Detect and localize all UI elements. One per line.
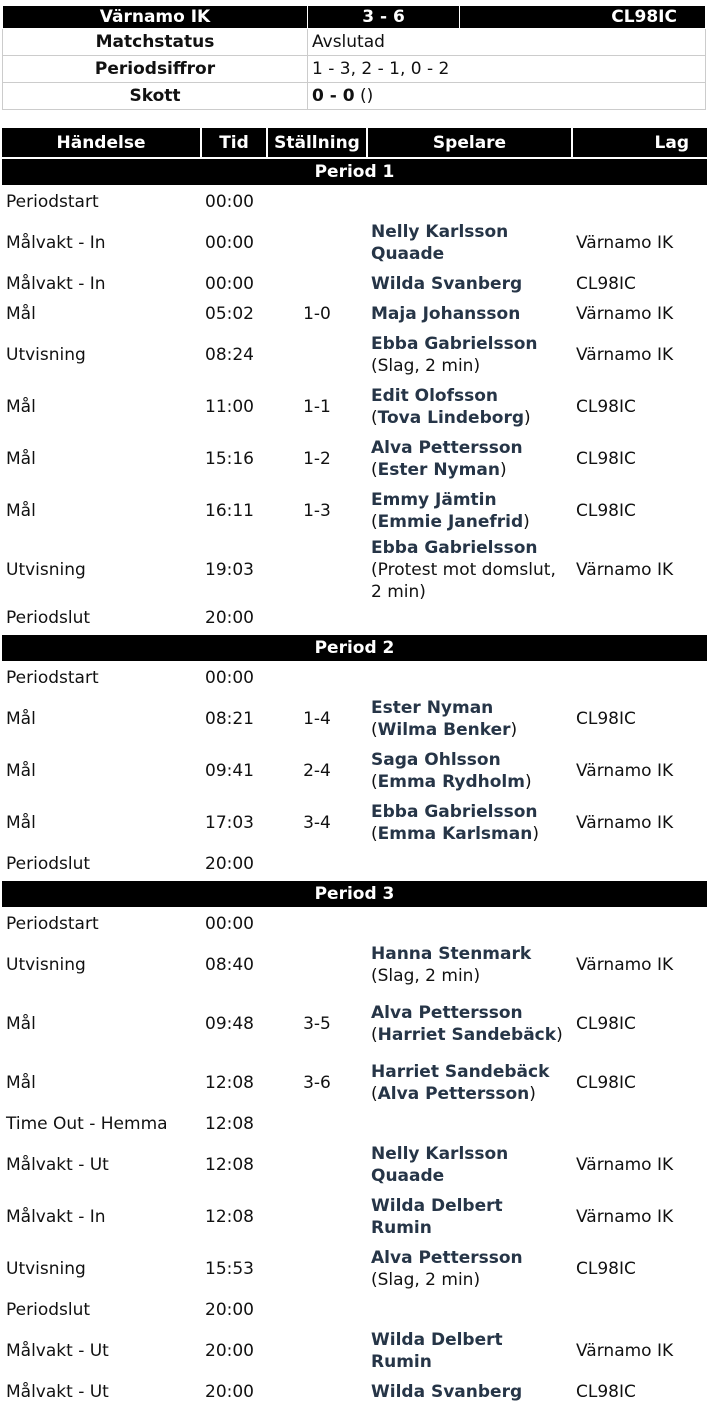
event-row [2, 1295, 707, 1325]
event-team: CL98IC [576, 1073, 636, 1093]
player-link[interactable]: Harriet Sandebäck [371, 1062, 550, 1082]
event-type: Mål [6, 1014, 36, 1034]
assist-player-link[interactable]: Ester Nyman [377, 460, 500, 480]
event-team: Värnamo IK [576, 345, 674, 365]
player-link[interactable]: Ebba Gabrielsson [371, 802, 538, 822]
event-row [2, 1057, 707, 1109]
event-team [572, 1295, 707, 1325]
event-score [267, 603, 367, 634]
player-link[interactable]: Saga Ohlsson [371, 750, 501, 770]
event-type: Utvisning [6, 955, 86, 975]
event-time: 09:41 [205, 761, 254, 781]
event-team: Värnamo IK [576, 761, 674, 781]
event-time: 00:00 [205, 914, 254, 934]
away-team: CL98IC [460, 6, 706, 29]
event-score: 1-0 [303, 304, 331, 324]
shots-row [3, 83, 706, 110]
score-header [3, 6, 706, 29]
event-player-cell [367, 1295, 572, 1325]
event-team: Värnamo IK [576, 233, 674, 253]
event-player-cell [367, 537, 572, 603]
event-player-cell: Alva Pettersson (Harriet Sandebäck) [371, 1003, 563, 1045]
event-row [2, 1109, 707, 1139]
event-row [2, 186, 707, 217]
match-summary [2, 5, 706, 110]
event-team [572, 1109, 707, 1139]
event-time: 05:02 [205, 304, 254, 324]
event-team [572, 908, 707, 939]
event-team: Värnamo IK [576, 560, 674, 580]
event-row [2, 1325, 707, 1377]
period-scores-label: Periodsiffror [3, 56, 308, 83]
event-row [2, 433, 707, 485]
event-row [2, 849, 707, 880]
assist-player-link[interactable]: Emma Karlsman [377, 824, 533, 844]
player-link[interactable]: Ebba Gabrielsson [371, 538, 538, 558]
event-score: 1-4 [303, 709, 331, 729]
event-team: Värnamo IK [576, 1207, 674, 1227]
event-player-cell: Alva Pettersson (Ester Nyman) [371, 438, 523, 480]
player-link[interactable]: Ebba Gabrielsson [371, 334, 538, 354]
event-score: 1-3 [303, 501, 331, 521]
col-time: Tid [201, 128, 267, 158]
event-type: Periodslut [6, 854, 91, 874]
event-row [2, 485, 707, 537]
event-type: Periodstart [6, 192, 99, 212]
assist-player-link[interactable]: Emmie Janefrid [377, 512, 524, 532]
shots-label: Skott [3, 83, 308, 110]
event-type: Målvakt - Ut [6, 1382, 109, 1402]
event-score [267, 1377, 367, 1407]
period-title: Period 2 [2, 634, 707, 662]
shots-value-cell [308, 83, 706, 110]
shots-value: 0 - 0 [312, 86, 355, 106]
match-status-label: Matchstatus [3, 29, 308, 56]
event-time: 00:00 [205, 233, 254, 253]
event-time: 17:03 [205, 813, 254, 833]
event-player-cell [367, 1325, 572, 1377]
period-header [2, 880, 707, 908]
event-score [267, 1243, 367, 1295]
event-type: Mål [6, 501, 36, 521]
event-type: Mål [6, 761, 36, 781]
event-score: 3-6 [303, 1073, 331, 1093]
event-team [572, 662, 707, 693]
player-link[interactable]: Alva Pettersson [371, 438, 523, 458]
event-team: Värnamo IK [576, 304, 674, 324]
event-team: CL98IC [576, 1014, 636, 1034]
event-time: 12:08 [205, 1155, 254, 1175]
col-team: Lag [572, 128, 707, 158]
event-player-cell: Ester Nyman (Wilma Benker) [371, 698, 518, 740]
event-player-cell [367, 1243, 572, 1295]
event-type: Målvakt - Ut [6, 1341, 109, 1361]
player-link[interactable]: Nelly Karlsson Quaade [371, 1144, 509, 1186]
match-status-value: Avslutad [308, 29, 706, 56]
player-link[interactable]: Alva Pettersson [371, 1248, 523, 1268]
event-score [267, 1325, 367, 1377]
event-time: 12:08 [205, 1114, 254, 1134]
event-score: 1-2 [303, 449, 331, 469]
event-player-cell: Saga Ohlsson (Emma Rydholm) [371, 750, 532, 792]
event-time: 08:40 [205, 955, 254, 975]
event-player-cell [367, 186, 572, 217]
event-time: 16:11 [205, 501, 254, 521]
assist-player-link[interactable]: Harriet Sandebäck [377, 1025, 557, 1045]
assist-player-link[interactable]: Tova Lindeborg [377, 408, 524, 428]
event-time: 20:00 [205, 1382, 254, 1402]
assist-player-link[interactable]: Wilma Benker [377, 720, 511, 740]
event-row [2, 939, 707, 991]
event-score [267, 269, 367, 299]
col-score: Ställning [267, 128, 367, 158]
event-type: Mål [6, 304, 36, 324]
event-score [267, 217, 367, 269]
event-type: Målvakt - In [6, 233, 106, 253]
penalty-note: (Slag, 2 min) [371, 966, 481, 986]
player-link[interactable]: Wilda Delbert Rumin [371, 1196, 503, 1238]
player-link[interactable]: Ester Nyman [371, 698, 494, 718]
event-type: Periodstart [6, 914, 99, 934]
event-row [2, 1191, 707, 1243]
event-player-cell [367, 662, 572, 693]
event-time: 12:08 [205, 1073, 254, 1093]
event-time: 11:00 [205, 397, 254, 417]
event-type: Mål [6, 1073, 36, 1093]
event-time: 08:21 [205, 709, 254, 729]
assist-player-link[interactable]: Alva Pettersson [377, 1084, 530, 1104]
event-row [2, 381, 707, 433]
event-type: Mål [6, 449, 36, 469]
player-link[interactable]: Wilda Delbert Rumin [371, 1330, 503, 1372]
col-event: Händelse [2, 128, 201, 158]
event-time: 00:00 [205, 668, 254, 688]
player-link[interactable]: Emmy Jämtin [371, 490, 497, 510]
player-link[interactable]: Maja Johansson [371, 304, 521, 324]
event-score [267, 537, 367, 603]
final-score: 3 - 6 [308, 6, 460, 29]
player-link[interactable]: Wilda Svanberg [371, 274, 523, 294]
event-team: CL98IC [576, 501, 636, 521]
event-player-cell [367, 849, 572, 880]
penalty-note: (Protest mot domslut, 2 min) [371, 560, 556, 602]
event-player-cell [367, 1191, 572, 1243]
event-time: 20:00 [205, 608, 254, 628]
event-row [2, 329, 707, 381]
events-table [2, 128, 707, 1407]
player-link[interactable]: Wilda Svanberg [371, 1382, 523, 1402]
match-status-row [3, 29, 706, 56]
event-type: Målvakt - In [6, 274, 106, 294]
event-team: CL98IC [576, 1259, 636, 1279]
event-player-cell [367, 1139, 572, 1191]
event-team [572, 849, 707, 880]
player-link[interactable]: Edit Olofsson [371, 386, 499, 406]
event-score [267, 1295, 367, 1325]
event-team: CL98IC [576, 274, 636, 294]
event-player-cell: Edit Olofsson (Tova Lindeborg) [371, 386, 531, 428]
event-score: 1-1 [303, 397, 331, 417]
event-type: Utvisning [6, 345, 86, 365]
event-row [2, 908, 707, 939]
event-row [2, 745, 707, 797]
event-time: 00:00 [205, 192, 254, 212]
event-time: 08:24 [205, 345, 254, 365]
event-type: Periodstart [6, 668, 99, 688]
shots-extra: () [359, 86, 374, 106]
event-row [2, 299, 707, 329]
event-type: Mål [6, 709, 36, 729]
event-time: 09:48 [205, 1014, 254, 1034]
event-team [572, 603, 707, 634]
event-time: 12:08 [205, 1207, 254, 1227]
event-player-cell [367, 1109, 572, 1139]
event-player-cell [367, 1377, 572, 1407]
event-row [2, 1377, 707, 1407]
events-body [2, 158, 707, 1407]
event-row [2, 797, 707, 849]
event-row [2, 1243, 707, 1295]
event-score: 3-5 [303, 1014, 331, 1034]
event-team: CL98IC [576, 709, 636, 729]
events-header [2, 128, 707, 158]
event-type: Utvisning [6, 1259, 86, 1279]
period-title: Period 1 [2, 158, 707, 186]
event-score [267, 908, 367, 939]
event-player-cell: Emmy Jämtin (Emmie Janefrid) [371, 490, 530, 532]
event-team: Värnamo IK [576, 1341, 674, 1361]
event-score [267, 1191, 367, 1243]
event-type: Periodslut [6, 608, 91, 628]
event-team: Värnamo IK [576, 955, 674, 975]
event-player-cell: Ebba Gabrielsson (Emma Karlsman) [371, 802, 539, 844]
event-row [2, 991, 707, 1057]
event-score [267, 939, 367, 991]
penalty-note: (Slag, 2 min) [371, 356, 481, 376]
event-row [2, 693, 707, 745]
event-row [2, 1139, 707, 1191]
col-player: Spelare [367, 128, 572, 158]
event-type: Målvakt - Ut [6, 1155, 109, 1175]
event-team [572, 186, 707, 217]
event-time: 15:16 [205, 449, 254, 469]
event-team: Värnamo IK [576, 1155, 674, 1175]
event-row [2, 269, 707, 299]
event-row [2, 537, 707, 603]
event-player-cell [367, 299, 572, 329]
event-time: 20:00 [205, 1341, 254, 1361]
event-row [2, 662, 707, 693]
home-team: Värnamo IK [3, 6, 308, 29]
event-player-cell [367, 217, 572, 269]
event-player-cell [367, 603, 572, 634]
event-team: Värnamo IK [576, 813, 674, 833]
event-player-cell [367, 939, 572, 991]
event-score [267, 1139, 367, 1191]
event-time: 20:00 [205, 854, 254, 874]
event-score [267, 662, 367, 693]
period-header [2, 158, 707, 186]
event-score [267, 1109, 367, 1139]
period-scores-value: 1 - 3, 2 - 1, 0 - 2 [308, 56, 706, 83]
event-row [2, 217, 707, 269]
event-score [267, 186, 367, 217]
event-team: CL98IC [576, 1382, 636, 1402]
event-type: Periodslut [6, 1300, 91, 1320]
event-player-cell: Harriet Sandebäck (Alva Pettersson) [371, 1062, 550, 1104]
event-time: 15:53 [205, 1259, 254, 1279]
event-score [267, 849, 367, 880]
event-type: Mål [6, 397, 36, 417]
event-team: CL98IC [576, 397, 636, 417]
event-player-cell [367, 269, 572, 299]
event-type: Målvakt - In [6, 1207, 106, 1227]
event-type: Mål [6, 813, 36, 833]
period-header [2, 634, 707, 662]
event-player-cell [367, 329, 572, 381]
period-scores-row [3, 56, 706, 83]
event-time: 00:00 [205, 274, 254, 294]
player-link[interactable]: Alva Pettersson [371, 1003, 523, 1023]
event-team: CL98IC [576, 449, 636, 469]
player-link[interactable]: Hanna Stenmark [371, 944, 532, 964]
assist-player-link[interactable]: Emma Rydholm [377, 772, 525, 792]
event-type: Time Out - Hemma [6, 1114, 168, 1134]
penalty-note: (Slag, 2 min) [371, 1270, 481, 1290]
event-type: Utvisning [6, 560, 86, 580]
period-title: Period 3 [2, 880, 707, 908]
player-link[interactable]: Nelly Karlsson Quaade [371, 222, 509, 264]
event-player-cell [367, 908, 572, 939]
event-time: 20:00 [205, 1300, 254, 1320]
event-score: 3-4 [303, 813, 331, 833]
event-score [267, 329, 367, 381]
event-row [2, 603, 707, 634]
event-score: 2-4 [303, 761, 331, 781]
event-time: 19:03 [205, 560, 254, 580]
